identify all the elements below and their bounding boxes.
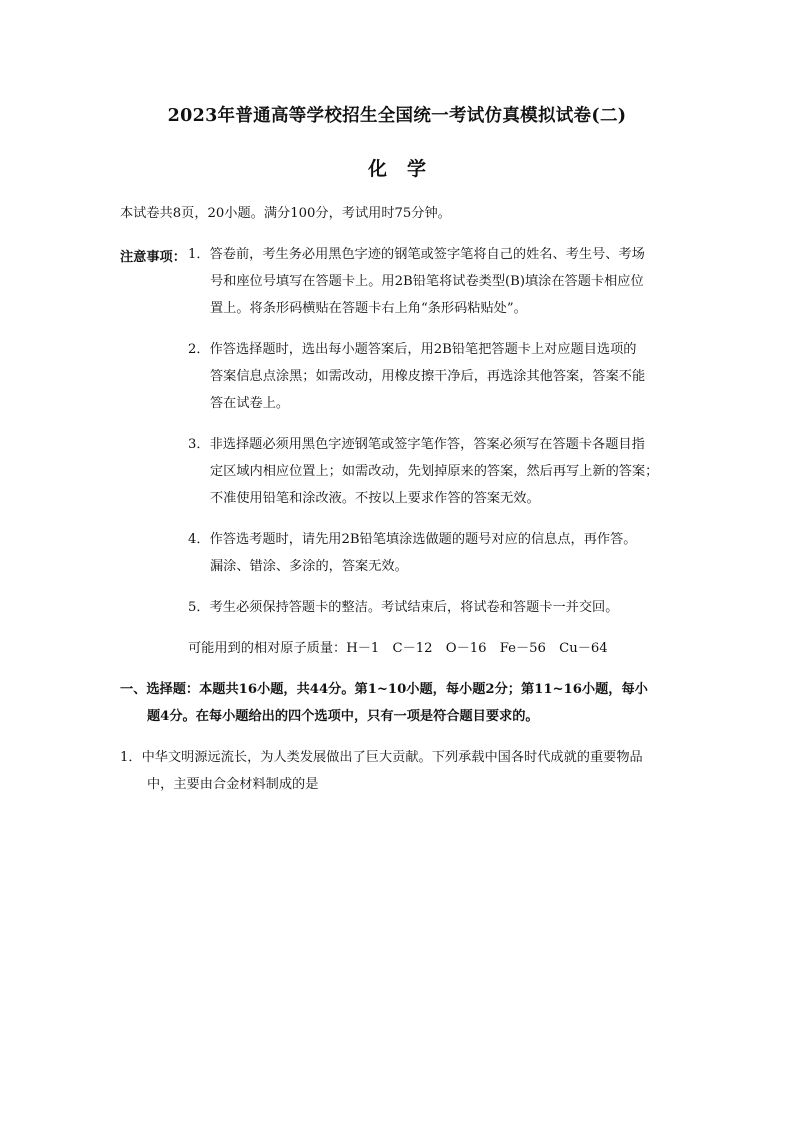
notice-item-1-line-1: 1．答卷前，考生务必用黑色字迹的钢笔或签字笔将自己的姓名、考生号、考场 — [188, 247, 645, 262]
exam-title: 2023年普通高等学校招生全国统一考试仿真模拟试卷(二) — [167, 106, 627, 126]
notice-item-2-line-2: 答案信息点涂黑；如需改动，用橡皮擦干净后，再选涂其他答案，答案不能 — [210, 369, 646, 384]
notice-label: 注意事项： — [120, 250, 186, 265]
notice-item-4-line-2: 漏涂、错涂、多涂的，答案无效。 — [210, 559, 408, 574]
exam-intro: 本试卷共8页，20小题。满分100分，考试用时75分钟。 — [120, 206, 451, 221]
question-1-line-1: 1．中华文明源远流长，为人类发展做出了巨大贡献。下列承载中国各时代成就的重要物品 — [120, 750, 643, 765]
notice-item-4-line-1: 4．作答选考题时，请先用2B铅笔填涂选做题的题号对应的信息点，再作答。 — [188, 532, 637, 547]
notice-item-2-line-1: 2．作答选择题时，选出每小题答案后，用2B铅笔把答题卡上对应题目选项的 — [188, 342, 637, 357]
notice-item-5-line-1: 5．考生必须保持答题卡的整洁。考试结束后，将试卷和答题卡一并交回。 — [188, 600, 619, 615]
notice-item-2-line-3: 答在试卷上。 — [210, 396, 290, 411]
question-1-line-2: 中，主要由合金材料制成的是 — [147, 777, 319, 792]
atomic-masses: 可能用到的相对原子质量：H－1 C－12 O－16 Fe－56 Cu－64 — [188, 641, 608, 656]
notice-item-1-line-2: 号和座位号填写在答题卡上。用2B铅笔将试卷类型(B)填涂在答题卡相应位 — [210, 274, 644, 289]
section-1-heading-line-1: 一、选择题：本题共16小题，共44分。第1~10小题，每小题2分；第11~16小题，每小 — [120, 682, 648, 697]
subject-title: 化学 — [367, 158, 446, 180]
notice-item-3-line-3: 不准使用铅笔和涂改液。不按以上要求作答的答案无效。 — [210, 491, 540, 506]
notice-item-3-line-1: 3．非选择题必须用黑色字迹钢笔或签字笔作答，答案必须写在答题卡各题目指 — [188, 437, 645, 452]
section-1-heading-line-2: 题4分。在每小题给出的四个选项中，只有一项是符合题目要求的。 — [147, 709, 539, 724]
notice-item-3-line-2: 定区域内相应位置上；如需改动，先划掉原来的答案，然后再写上新的答案； — [210, 464, 659, 479]
notice-item-1-line-3: 置上。将条形码横贴在答题卡右上角“条形码粘贴处”。 — [210, 301, 527, 316]
